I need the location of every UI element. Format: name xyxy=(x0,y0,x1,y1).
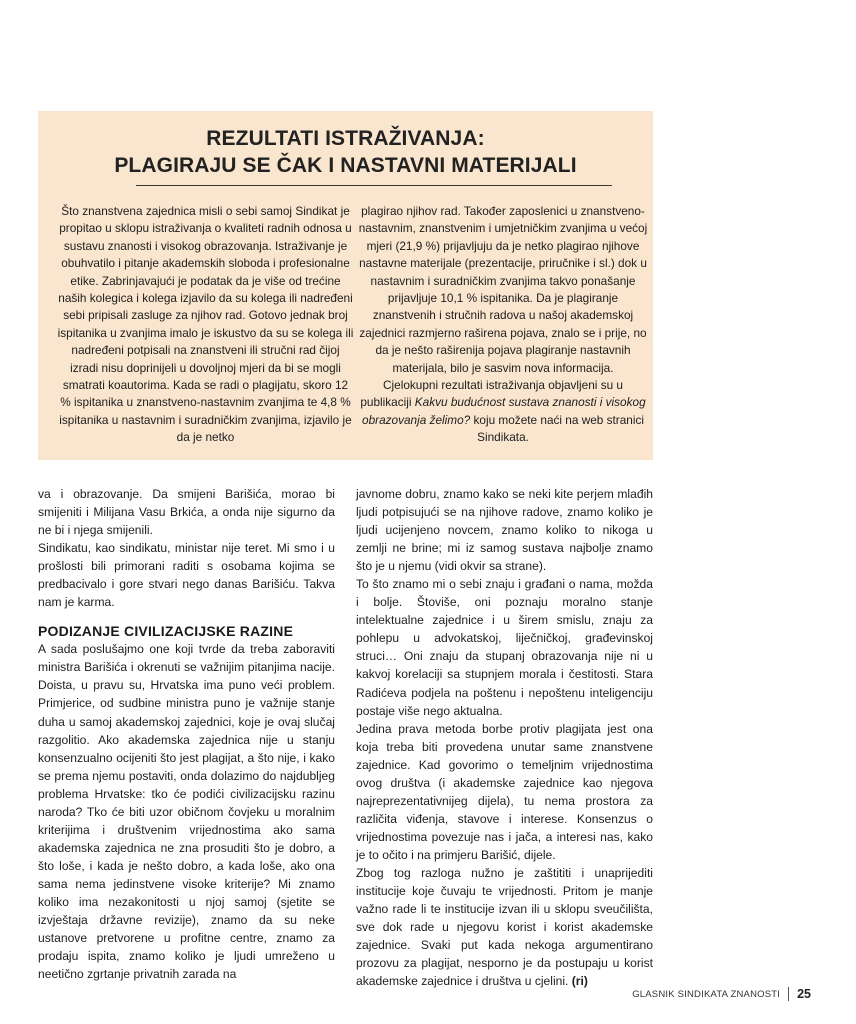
article-paragraph xyxy=(356,864,653,990)
box-paragraph xyxy=(356,377,650,447)
article-paragraph: javnome dobru, znamo kako se neki kite perjem mlađih ljudi potpisujući se na njihove radove, znamo koliko je ljudi ucijenjeno novcem, znamo koliko to nikoga u zemlji ne brine; mi iz samog sustava najbolje znamo što je u njemu (vidi okvir sa strane). xyxy=(356,487,653,574)
box-title-line-1: REZULTATI ISTRAŽIVANJA: xyxy=(206,127,485,150)
article-column-right xyxy=(356,485,653,990)
sidebar-box xyxy=(38,111,653,460)
page-footer xyxy=(632,986,811,1002)
page-number: 25 xyxy=(797,987,811,1001)
article-paragraph: Sindikatu, kao sindikatu, ministar nije teret. Mi smo i u prošlosti bili primorani raditi s osobama kojima se predbacivalo i gore stvari nego danas Barišiću. Takva nam je karma. xyxy=(38,541,335,610)
publication-name: GLASNIK SINDIKATA ZNANOSTI xyxy=(632,988,781,1000)
article-paragraph: To što znamo mi o sebi znaju i građani o nama, možda i bolje. Štoviše, oni poznaju moralno stanje intelektualne zajednice i u širem smislu, znaju za pohlepu u advokatskoj, liječničkoj, građevinskoj struci… Oni znaju da stupanj obrazovanja nije ni u kakvoj korelaciji sa stupnjem morala i čestitosti. Stara Radićeva podjela na poštenu i nepoštenu inteligenciju postaje više nego aktualna. xyxy=(356,577,653,718)
article-column-left xyxy=(38,485,335,983)
title-divider xyxy=(136,185,612,186)
article-paragraph: Jedina prava metoda borbe protiv plagijata jest ona koja treba biti provedena unutar same znanstvene zajednice. Kad govorimo o temeljnim vrijednostima ovog društva (i akademske zajednice kao njegova najreprezentativnijeg dijela), tu nema prostora za različita viđenja, stavove i interese. Konsenzus o vrijednostima povezuje nas i jača, a interesi nas, kako je to očito i na primjeru Barišić, dijele. xyxy=(356,721,653,862)
box-paragraph: plagirao njihov rad. Također zaposlenici u znanstveno-nastavnim, znanstvenim i umjetničkim zvanjima u većoj mjeri (21,9 %) prijavljuju da je netko plagirao njihove nastavne materijale (prezentacije, priručnike i sl.) dok u nastavnim i suradničkim zvanjima takvo ponašanje prijavljuje 10,1 % ispitanika. Da je plagiranje znanstvenih i stručnih radova u našoj akademskoj zajednici razmjerno raširena pojava, znalo se i prije, no da je nešto raširenija pojava plagiranje nastavnih materijala, bilo je sasvim nova informacija. xyxy=(358,204,648,375)
article-paragraph: va i obrazovanje. Da smijeni Barišića, morao bi smijeniti i Milijana Vasu Brkića, a onda nije sigurno da ne bi i njega smijenili. xyxy=(38,487,335,538)
box-title-line-2: PLAGIRAJU SE ČAK I NASTAVNI MATERIJALI xyxy=(114,154,577,177)
box-paragraph: Što znanstvena zajednica misli o sebi samoj Sindikat je propitao u sklopu istraživanja o kvaliteti radnih odnosa u sustavu znanosti i visokog obrazovanja. Istraživanje je obuhvatilo i pitanje akademskih sloboda i profesionalne etike. Zabrinjavajući je podatak da je više od trećine naših kolegica i kolega izjavilo da su kolega ili nadređeni sebi pripisali zasluge za njihov rad. Gotovo jednak broj ispitanika u zvanjima imalo je iskustvo da su se kolega ili nadređeni potpisali na znanstveni ili stručni rad čijoj izradi nisu doprinijeli u dovoljnoj mjeri da bi se mogli smatrati koautorima. Kada se radi o plagijatu, skoro 12 % ispitanika u znanstveno-nastavnim zvanjima te 4,8 % ispitanika u nastavnim i suradničkim zvanjima, izjavilo je da je netko xyxy=(57,204,354,445)
article-text: Zbog tog razloga nužno je zaštititi i unaprijediti institucije koje čuvaju te vrijednosti. Pritom je manje važno rade li te institucije izvan ili u sklopu sveučilišta, sve dok rade u njegovu korist i korist akademske zajednice. Svaki put kada nekoga argumentirano prozovu za plagijat, nesporno je da postupaju u korist akademske zajednice i društva u cjelini. xyxy=(356,865,653,989)
box-title xyxy=(38,125,653,179)
box-column-right xyxy=(356,203,650,447)
section-heading: PODIZANJE CIVILIZACIJSKE RAZINE xyxy=(38,623,294,640)
box-column-left xyxy=(57,203,354,447)
box-text: Cjelokupni rezultati istraživanja objavljeni su u publikaciji xyxy=(360,378,623,410)
footer-divider xyxy=(788,987,789,1001)
publication-title: Kakvu budućnost sustava znanosti i visokog obrazovanja želimo? xyxy=(362,395,646,427)
author-signature: (ri) xyxy=(571,974,588,989)
article-paragraph: A sada poslušajmo one koji tvrde da treba zaboraviti ministra Barišića i okrenuti se važnijim pitanjima nacije. Doista, u pravu su, Hrvatska ima puno veći problem. Primjerice, od sudbine ministra puno je važnije stanje duha u samoj akademskoj zajednici, koje je ovaj slučaj razgolitio. Ako akademska zajednica nije u stanju konsenzualno ocijeniti što jest plagijat, a što nije, i kako se prema njemu postaviti, onda dolazimo do najdubljeg problema Hrvatske: tko će podići civilizacijsku razinu naroda? Tko će biti uzor običnom čovjeku u moralnim kriterijima i društvenim vrijednostima ako sama akademska zajednica ne zna prosuditi što je dobro, a što loše, i kada je nešto dobro, a kada loše, ako ona sama nema jedinstvene visoke kriterije? Mi znamo koliko ima nezakonitosti u njoj samoj (sjetite se izvještaja državne revizije), znamo da su neke ustanove pretvorene u profitne centre, znamo za prodaju ispita, znamo koliko je ljudi umreženo u neetično zgrtanje privatnih zarada na xyxy=(38,642,335,982)
box-text: koju možete naći na web stranici Sindikata. xyxy=(470,412,644,445)
